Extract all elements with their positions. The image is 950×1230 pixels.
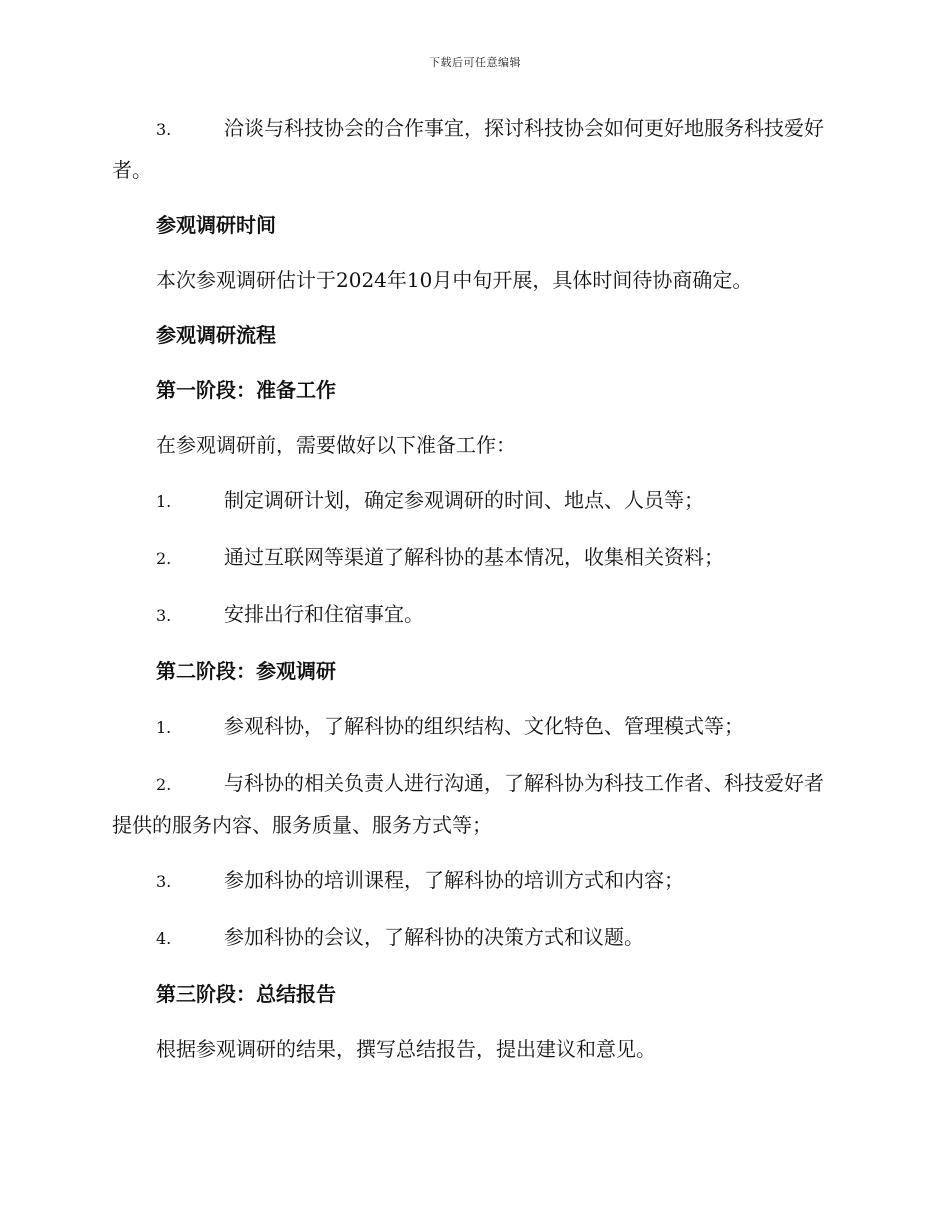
list-item <box>112 108 836 190</box>
list-text: 与科协的相关负责人进行沟通，了解科协为科技工作者、科技爱好者提供的服务内容、服务质量、服务方式等； <box>112 771 824 837</box>
list-item <box>112 917 836 959</box>
stage2-heading: 第二阶段：参观调研 <box>156 659 336 683</box>
list-text: 洽谈与科技协会的合作事宜，探讨科技协会如何更好地服务科技爱好者。 <box>112 116 824 182</box>
list-text: 通过互联网等渠道了解科协的基本情况，收集相关资料； <box>224 545 724 569</box>
section-heading-time: 参观调研时间 <box>156 213 276 237</box>
list-item <box>112 594 836 636</box>
list-number: 3. <box>156 872 172 891</box>
time-paragraph: 本次参观调研估计于2024年10月中旬开展，具体时间待协商确定。 <box>156 268 753 292</box>
list-item <box>112 763 836 845</box>
document-body <box>112 108 836 1069</box>
list-item <box>112 860 836 902</box>
list-text: 安排出行和住宿事宜。 <box>224 602 424 626</box>
stage1-intro: 在参观调研前，需要做好以下准备工作： <box>156 433 516 457</box>
list-number: 3. <box>156 606 172 625</box>
list-text: 参加科协的培训课程，了解科协的培训方式和内容； <box>224 868 684 892</box>
list-number: 2. <box>156 549 172 568</box>
list-text: 参加科协的会议，了解科协的决策方式和议题。 <box>224 925 644 949</box>
list-item <box>112 480 836 522</box>
list-item <box>112 537 836 579</box>
list-item <box>112 706 836 748</box>
stage3-heading: 第三阶段：总结报告 <box>156 982 336 1006</box>
list-number: 1. <box>156 492 172 511</box>
list-number: 2. <box>156 775 172 794</box>
stage3-paragraph: 根据参观调研的结果，撰写总结报告，提出建议和意见。 <box>156 1037 656 1061</box>
page-header: 下载后可任意编辑 <box>429 56 521 69</box>
list-number: 1. <box>156 718 172 737</box>
section-heading-flow: 参观调研流程 <box>156 323 276 347</box>
list-number: 4. <box>156 929 172 948</box>
list-text: 参观科协，了解科协的组织结构、文化特色、管理模式等； <box>224 714 744 738</box>
stage1-heading: 第一阶段：准备工作 <box>156 378 336 402</box>
list-text: 制定调研计划，确定参观调研的时间、地点、人员等； <box>224 488 704 512</box>
list-number: 3. <box>156 120 172 139</box>
